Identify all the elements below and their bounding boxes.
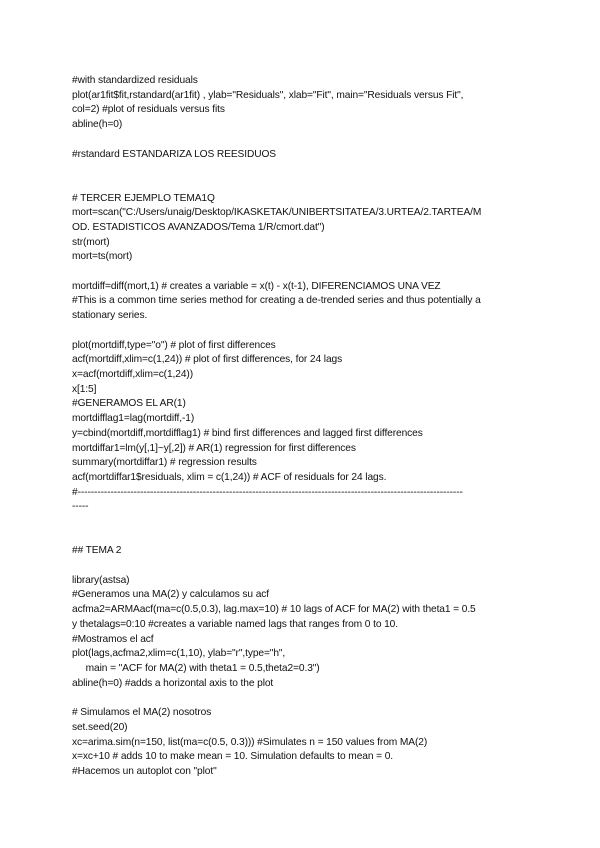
code-line: OD. ESTADISTICOS AVANZADOS/Tema 1/R/cmort.dat") (72, 221, 325, 233)
code-line (72, 691, 542, 706)
code-line: x=xc+10 # adds 10 to make mean = 10. Simulation defaults to mean = 0. (72, 751, 394, 763)
code-line: x=acf(mortdiff,xlim=c(1,24)) (72, 368, 193, 380)
code-line: y thetalags=0:10 #creates a variable named lags that ranges from 0 to 10. (72, 618, 398, 630)
code-line (72, 530, 542, 545)
code-line: # TERCER EJEMPLO TEMA1Q (72, 192, 215, 204)
code-line: plot(ar1fit$fit,rstandard(ar1fit) , ylab="Residuals", xlab="Fit", main="Residuals versus Fit", (72, 89, 464, 101)
code-line: mortdifflag1=lag(mortdiff,-1) (72, 413, 195, 425)
code-line: #This is a common time series method for creating a de-trended series and thus potentially a (72, 295, 481, 307)
code-line: #with standardized residuals (72, 75, 198, 86)
code-line: xc=arima.sim(n=150, list(ma=c(0.5, 0.3))) #Simulates n = 150 values from MA(2) (72, 736, 428, 748)
code-line: mortdiffar1=lm(y[,1]~y[,2]) # AR(1) regression for first differences (72, 442, 356, 454)
code-line (72, 133, 542, 148)
document-page (72, 74, 542, 780)
code-line: str(mort) (72, 236, 110, 248)
code-line: ## TEMA 2 (72, 545, 122, 557)
code-line: y=cbind(mortdiff,mortdifflag1) # bind first differences and lagged first differences (72, 427, 423, 439)
code-line (72, 324, 542, 339)
code-line: acf(mortdiffar1$residuals, xlim = c(1,24)) # ACF of residuals for 24 lags. (72, 471, 387, 483)
code-line: acf(mortdiff,xlim=c(1,24)) # plot of first differences, for 24 lags (72, 354, 343, 366)
code-line: library(astsa) (72, 574, 130, 586)
code-line (72, 559, 542, 574)
code-line: col=2) #plot of residuals versus fits (72, 104, 225, 116)
code-line: mort=scan("C:/Users/unaig/Desktop/IKASKETAK/UNIBERTSITATEA/3.URTEA/2.TARTEA/M (72, 207, 482, 219)
code-line: #Generamos una MA(2) y calculamos su acf (72, 589, 270, 601)
code-line (72, 515, 542, 530)
code-line: mortdiff=diff(mort,1) # creates a variable = x(t) - x(t-1), DIFERENCIAMOS UNA VEZ (72, 280, 441, 292)
code-line: abline(h=0) (72, 119, 123, 131)
code-line: #--------------------------------------------------------------------------------------------------------------------- (72, 486, 463, 498)
code-line: plot(mortdiff,type="o") # plot of first differences (72, 339, 276, 351)
code-line (72, 162, 542, 177)
code-line: set.seed(20) (72, 721, 128, 733)
code-line: abline(h=0) #adds a horizontal axis to the plot (72, 677, 274, 689)
code-line: main = "ACF for MA(2) with theta1 = 0.5,theta2=0.3") (72, 663, 320, 674)
code-line (72, 265, 542, 280)
code-line: #rstandard ESTANDARIZA LOS REESIDUOS (72, 148, 276, 160)
code-line: #Hacemos un autoplot con "plot" (72, 765, 217, 777)
code-line (72, 177, 542, 192)
code-line: mort=ts(mort) (72, 251, 133, 263)
code-line: acfma2=ARMAacf(ma=c(0.5,0.3), lag.max=10) # 10 lags of ACF for MA(2) with theta1 = 0.5 (72, 604, 476, 616)
code-line: plot(lags,acfma2,xlim=c(1,10), ylab="r",type="h", (72, 648, 286, 660)
code-line: summary(mortdiffar1) # regression results (72, 457, 257, 469)
code-line: #GENERAMOS EL AR(1) (72, 398, 186, 410)
code-line: #Mostramos el acf (72, 633, 154, 645)
code-line: x[1:5] (72, 383, 97, 395)
code-line: stationary series. (72, 310, 148, 322)
code-line: ----- (72, 501, 89, 513)
code-line: # Simulamos el MA(2) nosotros (72, 707, 212, 719)
